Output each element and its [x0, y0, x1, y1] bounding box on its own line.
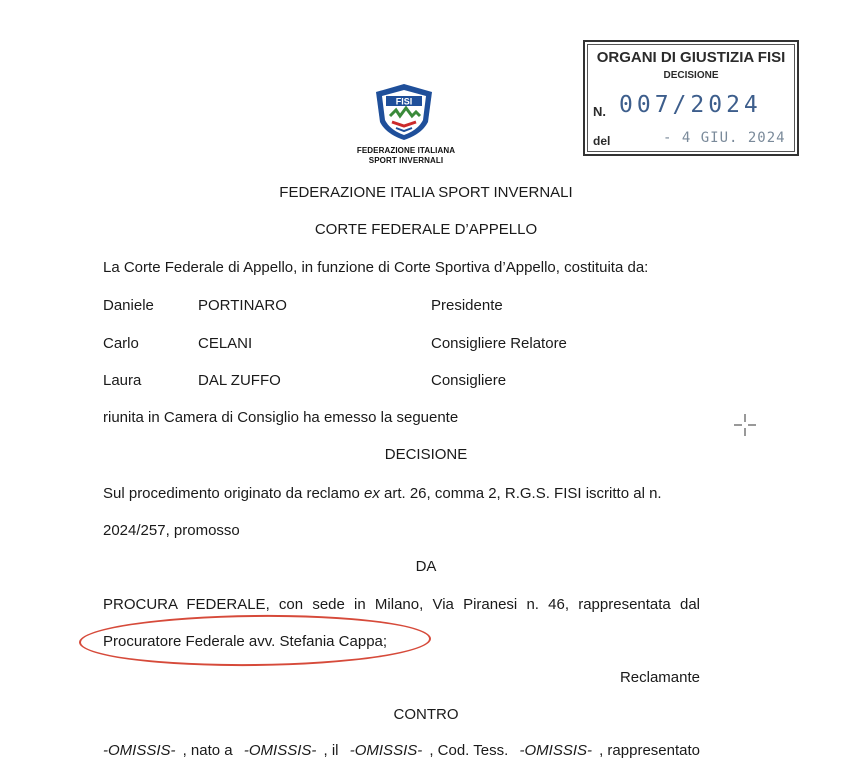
omissis-4: -OMISSIS- — [519, 742, 593, 759]
omissis-sep-1: , nato a — [182, 742, 237, 759]
member-first-name: Laura — [103, 372, 142, 389]
procura-line-2: Procuratore Federale avv. Stefania Cappa; — [103, 633, 388, 650]
court-heading: CORTE FEDERALE D’APPELLO — [314, 221, 538, 238]
omissis-2: -OMISSIS- — [243, 742, 317, 759]
omissis-line — [103, 742, 700, 760]
procedure-text-b: art. 26, comma 2, R.G.S. FISI iscritto al n. — [384, 485, 662, 502]
stamp-number: 007/2024 — [619, 92, 762, 118]
crosshair-mark-icon — [734, 414, 756, 436]
procedure-line-1 — [103, 485, 700, 503]
member-last-name: CELANI — [198, 335, 253, 352]
procedure-line-2: 2024/257, promosso — [103, 522, 240, 539]
fisi-shield-icon — [372, 82, 436, 142]
riunita-text: riunita in Camera di Consiglio ha emesso la seguente — [103, 409, 459, 426]
logo-badge-text: FISI — [395, 96, 413, 107]
stamp-date: - 4 GIU. 2024 — [663, 130, 786, 146]
omissis-1: -OMISSIS- — [103, 742, 176, 759]
logo-caption-line1: FEDERAZIONE ITALIANA — [356, 146, 456, 155]
omissis-sep-2: , il — [323, 742, 343, 759]
omissis-sep-3: , Cod. Tess. — [429, 742, 513, 759]
stamp-subtitle: DECISIONE — [663, 70, 719, 81]
procedure-text-a: Sul procedimento originato da reclamo — [103, 485, 360, 502]
member-role: Consigliere — [431, 372, 507, 389]
protocol-stamp — [583, 40, 799, 156]
member-role: Presidente — [431, 297, 503, 314]
stamp-del-label: del — [593, 134, 611, 148]
fisi-logo — [372, 82, 436, 142]
stamp-n-label: N. — [593, 104, 606, 119]
intro-text: La Corte Federale di Appello, in funzione di Corte Sportiva d’Appello, costituita da: — [103, 259, 649, 276]
member-last-name: DAL ZUFFO — [198, 372, 281, 389]
member-role: Consigliere Relatore — [431, 335, 567, 352]
member-first-name: Daniele — [103, 297, 154, 314]
reclamante-label: Reclamante — [619, 669, 700, 686]
da-heading: DA — [415, 558, 437, 575]
decisione-heading: DECISIONE — [384, 446, 468, 463]
procura-line-1: PROCURA FEDERALE, con sede in Milano, Via Piranesi n. 46, rappresentata dal — [103, 596, 700, 613]
member-first-name: Carlo — [103, 335, 139, 352]
contro-heading: CONTRO — [393, 706, 459, 723]
omissis-sep-4: , rappresentato — [599, 742, 700, 759]
highlight-ellipse — [79, 613, 432, 668]
logo-caption-line2: SPORT INVERNALI — [368, 156, 444, 165]
member-last-name: PORTINARO — [198, 297, 287, 314]
procedure-ex: ex — [363, 485, 380, 502]
federation-heading: FEDERAZIONE ITALIA SPORT INVERNALI — [279, 184, 573, 201]
stamp-title: ORGANI DI GIUSTIZIA FISI — [596, 49, 786, 66]
omissis-3: -OMISSIS- — [349, 742, 423, 759]
